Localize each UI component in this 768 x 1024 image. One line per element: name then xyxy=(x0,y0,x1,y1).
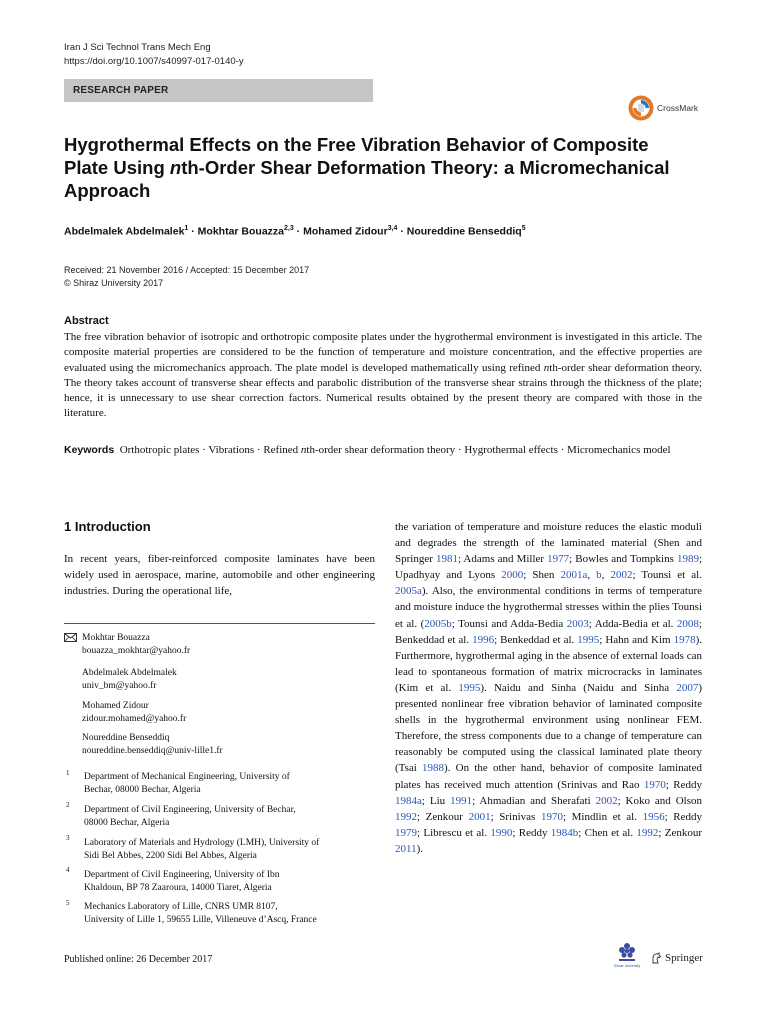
citation-link[interactable]: 1990 xyxy=(490,826,513,839)
abstract-text xyxy=(64,330,702,422)
affiliation xyxy=(84,869,374,894)
citation-link[interactable]: 1981 xyxy=(435,553,458,566)
contact-entry xyxy=(82,732,223,757)
contact-entry xyxy=(82,667,177,692)
article-title xyxy=(64,133,684,202)
title-line-2 xyxy=(64,156,684,179)
journal-name: Iran J Sci Technol Trans Mech Eng xyxy=(64,42,211,53)
body-text: ; Koko and Olson xyxy=(617,794,702,807)
citation-link[interactable]: 2003 xyxy=(566,617,589,630)
author-separator: · xyxy=(188,225,198,238)
title-line-2-post: th-Order Shear Deformation Theory: a Micromechanical xyxy=(181,157,670,178)
author-separator: · xyxy=(397,225,407,238)
body-text: ; Tounsi and Adda-Bedia xyxy=(451,617,567,630)
body-text: ). xyxy=(416,842,424,855)
affiliation xyxy=(84,771,374,796)
crossmark-badge[interactable] xyxy=(627,93,707,123)
affiliation-number: 5 xyxy=(66,899,70,907)
contact-name: Mohamed Zidour xyxy=(82,701,149,711)
affiliation-line: Mechanics Laboratory of Lille, CNRS UMR 8107, xyxy=(84,902,278,912)
keywords-text-italic: n xyxy=(300,444,307,456)
contact-email[interactable]: noureddine.benseddiq@univ-lille1.fr xyxy=(82,745,223,756)
body-text: ; Liu xyxy=(421,794,451,807)
title-line-2-italic: n xyxy=(169,157,182,178)
affiliation-line: University of Lille 1, 59655 Lille, Villeneuve d’Ascq, France xyxy=(84,914,317,925)
author-name[interactable]: Noureddine Benseddiq xyxy=(406,225,522,238)
body-text: ) presented nonlinear free vibration behavior of laminated composite shells in the hygrothermal environment using nonlinear FEM. Therefore, the stress components due to a change of temperature can reasonably be computed using the classical laminated plate theory (Tsai xyxy=(395,681,702,775)
citation-link[interactable]: 2002 xyxy=(595,794,618,807)
keywords-text-part-1: Orthotropic plates · Vibrations · Refined xyxy=(119,444,301,456)
abstract-text-part-2: th-order shear deformation theory. The theory takes account of transverse shear effects and parabolic distribution of the transverse shear strains through the thickness of the plate; hence, it is unnecessary to use shear correction factors. Numerical results obtained by the present theory are compared with those in the literature. xyxy=(64,361,702,420)
abstract-text-italic: n xyxy=(543,361,550,374)
right-column-text xyxy=(395,519,702,857)
citation-link[interactable]: 1979 xyxy=(395,826,417,839)
citation-link[interactable]: 1970 xyxy=(540,810,563,823)
affiliation-line: Bechar, 08000 Bechar, Algeria xyxy=(84,784,201,795)
citation-link[interactable]: 2005a xyxy=(395,585,422,598)
author-affiliation-ref: 5 xyxy=(521,225,526,232)
body-text: ; Bowles and Tompkins xyxy=(569,553,677,566)
affiliation-line: Khaldoun, BP 78 Zaaroura, 14000 Tiaret, Algeria xyxy=(84,882,272,893)
body-text: ; Zenkour xyxy=(658,826,702,839)
affiliation-number: 4 xyxy=(66,866,70,874)
corresponding-author xyxy=(82,632,190,657)
body-text: ; Ahmadian and Sherafati xyxy=(472,794,596,807)
body-text: ; Shen xyxy=(523,569,561,582)
citation-link[interactable]: 1992 xyxy=(395,810,417,823)
citation-link[interactable]: 1995 xyxy=(577,633,600,646)
body-text: ; Tounsi et al. xyxy=(632,569,702,582)
citation-link[interactable]: 1984b xyxy=(550,826,579,839)
body-text: ). On the other hand, behavior of composite laminated plates has received much attention (Srinivas and Rao xyxy=(395,762,702,791)
citation-link[interactable]: 2001a xyxy=(560,569,588,582)
affiliation-line: Sidi Bel Abbes, 2200 Sidi Bel Abbes, Algeria xyxy=(84,850,257,861)
article-dates xyxy=(64,264,309,290)
author-list xyxy=(64,225,714,238)
body-text: ). Naidu and Sinha (Naidu and Sinha xyxy=(480,681,677,694)
author-name[interactable]: Mohamed Zidour xyxy=(303,225,388,238)
author-affiliation-ref: 3,4 xyxy=(387,225,398,232)
affiliation-line: Laboratory of Materials and Hydrology (LMH), University of xyxy=(84,838,320,848)
crossmark-label: CrossMark xyxy=(657,103,699,113)
author-separator: · xyxy=(293,225,304,238)
citation-link[interactable]: 1977 xyxy=(547,553,570,566)
keywords xyxy=(64,442,702,458)
springer-horse-icon xyxy=(650,952,662,964)
affiliation-line: 08000 Bechar, Algeria xyxy=(84,817,170,828)
citation-link[interactable]: 2007 xyxy=(676,681,699,694)
body-text: ; Reddy xyxy=(512,826,551,839)
citation-link[interactable]: 1996 xyxy=(472,633,495,646)
contact-email[interactable]: univ_bm@yahoo.fr xyxy=(82,680,157,691)
citation-link[interactable]: 1970 xyxy=(643,778,666,791)
contact-name: Mokhtar Bouazza xyxy=(82,633,150,643)
body-text: ; Chen et al. xyxy=(578,826,637,839)
citation-link[interactable]: 1978 xyxy=(673,633,696,646)
body-text: ; Srinivas xyxy=(490,810,541,823)
author-affiliation-ref: 1 xyxy=(184,225,189,232)
author-name[interactable]: Mokhtar Bouazza xyxy=(197,225,285,238)
body-text: ; Benkeddad et al. xyxy=(395,617,702,646)
keywords-heading: Keywords xyxy=(64,444,115,456)
citation-link[interactable]: 1992 xyxy=(636,826,659,839)
body-text: ; Zenkour xyxy=(417,810,469,823)
body-text: ). Furthermore, hygrothermal aging in the absence of external loads can lead to spontaneous formation of matrix microcracks in laminates (Kim et al. xyxy=(395,633,702,694)
body-text: ; Upadhyay and Lyons xyxy=(395,553,702,582)
affiliation-line: Department of Civil Engineering, University of Bechar, xyxy=(84,805,296,815)
body-text: ; Reddy xyxy=(665,778,702,791)
body-text: ). Also, the environmental conditions in terms of temperature and moisture induce the hygrothermal stresses within the plies Tounsi et al. ( xyxy=(395,585,702,630)
affiliation xyxy=(84,804,374,829)
citation-link[interactable]: 2001 xyxy=(468,810,491,823)
contact-email[interactable]: bouazza_mokhtar@yahoo.fr xyxy=(82,645,191,656)
author-affiliation-ref: 2,3 xyxy=(284,225,294,232)
section-heading-introduction: 1 Introduction xyxy=(64,519,151,534)
citation-link[interactable]: 1995 xyxy=(458,681,481,694)
citation-link[interactable]: 1956 xyxy=(642,810,665,823)
citation-link[interactable]: 2008 xyxy=(676,617,699,630)
citation-link[interactable]: 2002 xyxy=(610,569,633,582)
citation-link[interactable]: 2011 xyxy=(395,842,417,855)
affiliation-number: 3 xyxy=(66,834,70,842)
contact-email[interactable]: zidour.mohamed@yahoo.fr xyxy=(82,713,187,724)
body-text: ; Librescu et al. xyxy=(417,826,491,839)
citation-link[interactable]: 1991 xyxy=(450,794,473,807)
intro-paragraph: In recent years, fiber-reinforced composite laminates have been widely used in aerospace, marine, automobile and other engineering industries. During the operational life, xyxy=(64,553,375,598)
citation-link[interactable]: b xyxy=(596,569,602,582)
citation-link[interactable]: 2005b xyxy=(424,617,452,630)
article-type-label: RESEARCH PAPER xyxy=(73,85,169,96)
article-type-banner xyxy=(64,79,373,102)
body-text: the variation of temperature and moisture reduces the elastic moduli and degrades the strength of the laminated material (Shen and Springer xyxy=(395,521,702,566)
body-text: ; Adda-Bedia et al. xyxy=(588,617,677,630)
affiliation-line: Department of Civil Engineering, University of Ibn xyxy=(84,870,280,880)
contact-name: Abdelmalek Abdelmalek xyxy=(82,668,177,678)
body-text: , xyxy=(587,569,597,582)
affiliation-number: 2 xyxy=(66,801,70,809)
body-text: ; Mindlin et al. xyxy=(562,810,643,823)
keywords-text-part-2: th-order shear deformation theory · Hygrothermal effects · Micromechanics model xyxy=(306,444,671,456)
body-text: ; Hahn and Kim xyxy=(599,633,674,646)
title-line-3: Approach xyxy=(64,180,151,201)
title-line-1: Hygrothermal Effects on the Free Vibration Behavior of Composite xyxy=(64,134,649,155)
published-online-date: Published online: 26 December 2017 xyxy=(64,954,213,965)
abstract-text-part-1: The free vibration behavior of isotropic and orthotropic composite plates under the hygrothermal environment is investigated in this article. The composite material properties are considered to be the function of temperature and moisture concentration, and the effective properties are evaluated using the micromechanics approach. The plate model is developed mathematically using refined xyxy=(64,331,702,374)
body-text: ; Benkeddad et al. xyxy=(494,633,578,646)
affiliation-number: 1 xyxy=(66,769,70,777)
body-text: ; Reddy xyxy=(664,810,702,823)
affiliation xyxy=(84,837,374,862)
citation-link[interactable]: 1984a xyxy=(395,794,422,807)
citation-link[interactable]: 1989 xyxy=(676,553,699,566)
received-accepted-dates: Received: 21 November 2016 / Accepted: 15 December 2017 xyxy=(64,265,310,275)
affiliation-line: Department of Mechanical Engineering, University of xyxy=(84,772,290,782)
footnote-divider xyxy=(64,623,375,624)
copyright-line: © Shiraz University 2017 xyxy=(64,278,164,288)
citation-link[interactable]: 1988 xyxy=(422,762,445,775)
citation-link[interactable]: 2000 xyxy=(501,569,524,582)
contact-entry xyxy=(82,700,186,725)
abstract-heading: Abstract xyxy=(64,315,109,327)
shiraz-university-logo xyxy=(612,940,642,970)
logo-caption: Shiraz University xyxy=(613,964,641,968)
affiliation xyxy=(84,901,374,926)
title-line-2-pre: Plate Using xyxy=(64,157,170,178)
body-text: , xyxy=(601,569,611,582)
envelope-icon xyxy=(64,633,77,642)
crossmark-icon xyxy=(627,93,655,123)
body-text: ; Adams and Miller xyxy=(457,553,548,566)
author-name[interactable]: Abdelmalek Abdelmalek xyxy=(64,225,185,238)
doi-link[interactable]: https://doi.org/10.1007/s40997-017-0140-y xyxy=(64,56,244,67)
contact-name: Noureddine Benseddiq xyxy=(82,733,170,743)
springer-publisher: Springer xyxy=(665,952,703,964)
